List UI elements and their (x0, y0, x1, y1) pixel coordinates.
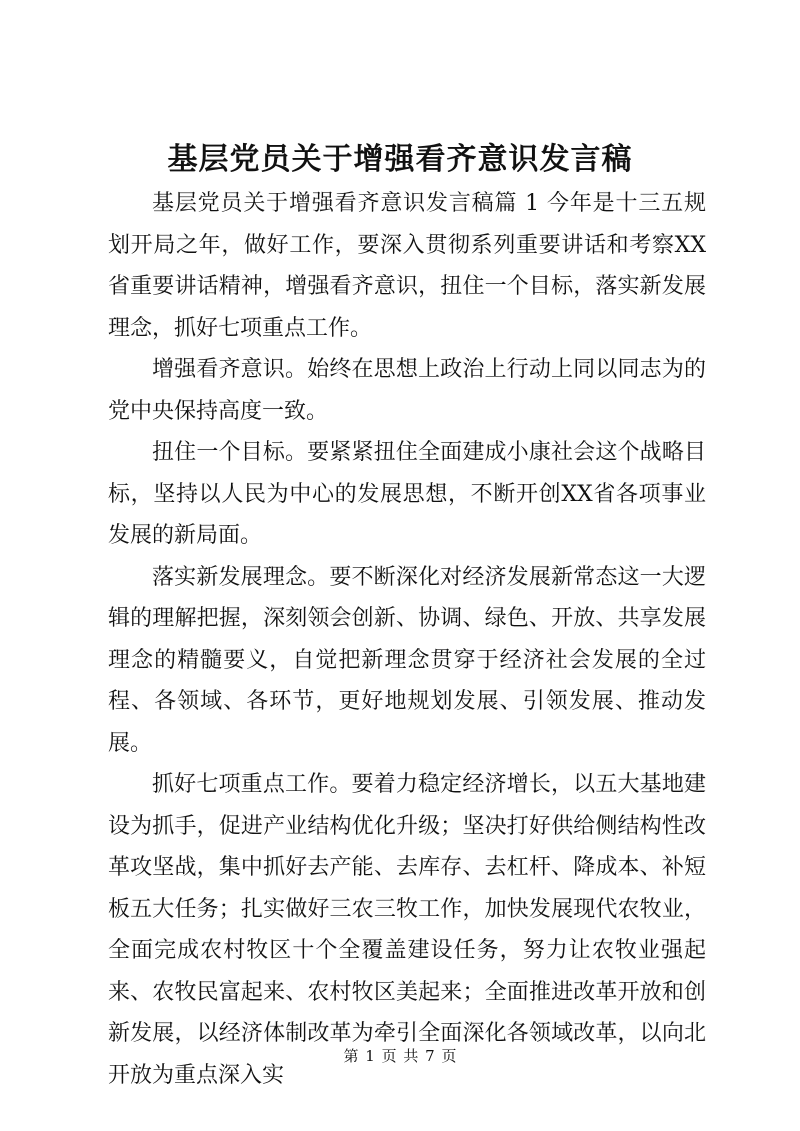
document-body (108, 183, 706, 1096)
page-title: 基层党员关于增强看齐意识发言稿 (167, 142, 633, 177)
page-number-footer: 第 1 页 共 7 页 (343, 1047, 457, 1065)
paragraph-5: 抓好七项重点工作。要着力稳定经济增长，以五大基地建设为抓手，促进产业结构优化升级；坚决打好供给侧结构性改革攻坚战，集中抓好去产能、去库存、去杠杆、降成本、补短板五大任务；扎实做好三农三牧工作，加快发展现代农牧业，全面完成农村牧区十个全覆盖建设任务，努力让农牧业强起来、农牧民富起来、农村牧区美起来；全面推进改革开放和创新发展，以经济体制改革为牵引全面深化各领域改革，以向北开放为重点深入实 (108, 772, 706, 1088)
paragraph-3: 扭住一个目标。要紧紧扭住全面建成小康社会这个战略目标，坚持以人民为中心的发展思想，不断开创XX省各项事业发展的新局面。 (108, 440, 706, 548)
paragraph-2: 增强看齐意识。始终在思想上政治上行动上同以同志为的党中央保持高度一致。 (108, 357, 706, 424)
paragraph-1: 基层党员关于增强看齐意识发言稿篇 1 今年是十三五规划开局之年，做好工作，要深入贯彻系列重要讲话和考察XX省重要讲话精神，增强看齐意识，扭住一个目标，落实新发展理念，抓好七项重点工作。 (108, 191, 706, 341)
paragraph-4: 落实新发展理念。要不断深化对经济发展新常态这一大逻辑的理解把握，深刻领会创新、协调、绿色、开放、共享发展理念的精髓要义，自觉把新理念贯穿于经济社会发展的全过程、各领域、各环节，更好地规划发展、引领发展、推动发展。 (108, 564, 706, 756)
